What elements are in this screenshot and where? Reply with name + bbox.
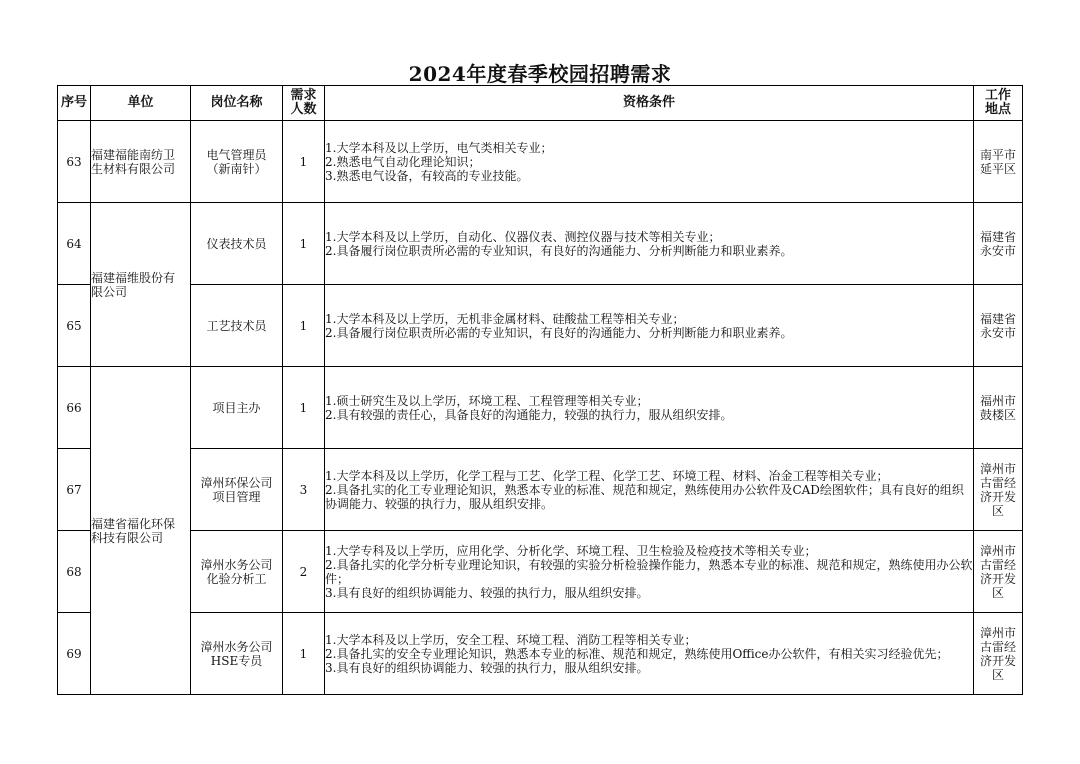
row-no: 69 [58, 613, 91, 695]
table-row [58, 203, 1023, 285]
recruitment-table [57, 85, 1023, 695]
unit-cell: 福建省福化环保 科技有限公司 [91, 367, 191, 695]
location-cell: 漳州市 古雷经 济开发 区 [974, 449, 1023, 531]
header-requirements: 资格条件 [325, 86, 974, 121]
requirements-cell: 1.大学本科及以上学历，无机非金属材料、硅酸盐工程等相关专业； 2.具备履行岗位职责所必需的专业知识，有良好的沟通能力、分析判断能力和职业素养。 [325, 285, 974, 367]
row-no: 64 [58, 203, 91, 285]
row-no: 67 [58, 449, 91, 531]
table-header-row [58, 86, 1023, 121]
table-row [58, 367, 1023, 449]
count-cell: 1 [283, 203, 325, 285]
location-cell: 福州市 鼓楼区 [974, 367, 1023, 449]
position-cell: 漳州环保公司 项目管理 [191, 449, 283, 531]
table-row [58, 613, 1023, 695]
requirements-cell: 1.大学本科及以上学历，化学工程与工艺、化学工程、化学工艺、环境工程、材料、冶金工程等相关专业； 2.具备扎实的化工专业理论知识，熟悉本专业的标准、规范和规定，熟练使用办公软件及CAD绘图软件；具有良好的组织协调能力、较强的执行力，服从组织安排。 [325, 449, 974, 531]
page-title: 2024年度春季校园招聘需求 [408, 62, 672, 86]
count-cell: 1 [283, 613, 325, 695]
location-cell: 福建省 永安市 [974, 285, 1023, 367]
location-cell: 南平市 延平区 [974, 121, 1023, 203]
count-cell: 3 [283, 449, 325, 531]
location-cell: 福建省 永安市 [974, 203, 1023, 285]
requirements-cell: 1.大学专科及以上学历，应用化学、分析化学、环境工程、卫生检验及检疫技术等相关专业； 2.具备扎实的化学分析专业理论知识，有较强的实验分析检验操作能力，熟悉本专业的标准、规范和规定，熟练使用办公软件； 3.具有良好的组织协调能力、较强的执行力，服从组织安排。 [325, 531, 974, 613]
position-cell: 工艺技术员 [191, 285, 283, 367]
unit-cell: 福建福能南纺卫 生材料有限公司 [91, 121, 191, 203]
row-no: 66 [58, 367, 91, 449]
header-unit: 单位 [91, 86, 191, 121]
count-cell: 1 [283, 121, 325, 203]
header-no: 序号 [58, 86, 91, 121]
requirements-cell: 1.硕士研究生及以上学历，环境工程、工程管理等相关专业； 2.具有较强的责任心，具备良好的沟通能力，较强的执行力，服从组织安排。 [325, 367, 974, 449]
position-cell: 项目主办 [191, 367, 283, 449]
table-row [58, 285, 1023, 367]
position-cell: 漳州水务公司 HSE专员 [191, 613, 283, 695]
requirements-cell: 1.大学本科及以上学历，安全工程、环境工程、消防工程等相关专业； 2.具备扎实的安全专业理论知识，熟悉本专业的标准、规范和规定，熟练使用Office办公软件，有相关实习经验优先； 3.具有良好的组织协调能力、较强的执行力，服从组织安排。 [325, 613, 974, 695]
requirements-cell: 1.大学本科及以上学历，自动化、仪器仪表、测控仪器与技术等相关专业； 2.具备履行岗位职责所必需的专业知识，有良好的沟通能力、分析判断能力和职业素养。 [325, 203, 974, 285]
row-no: 65 [58, 285, 91, 367]
header-count: 需求 人数 [283, 86, 325, 121]
requirements-cell: 1.大学本科及以上学历，电气类相关专业； 2.熟悉电气自动化理论知识； 3.熟悉电气设备，有较高的专业技能。 [325, 121, 974, 203]
position-cell: 电气管理员 （新南针） [191, 121, 283, 203]
count-cell: 2 [283, 531, 325, 613]
table-row [58, 531, 1023, 613]
location-cell: 漳州市 古雷经 济开发 区 [974, 613, 1023, 695]
header-location: 工作 地点 [974, 86, 1023, 121]
position-cell: 漳州水务公司 化验分析工 [191, 531, 283, 613]
count-cell: 1 [283, 285, 325, 367]
location-cell: 漳州市 古雷经 济开发 区 [974, 531, 1023, 613]
count-cell: 1 [283, 367, 325, 449]
position-cell: 仪表技术员 [191, 203, 283, 285]
unit-cell: 福建福维股份有 限公司 [91, 203, 191, 367]
table-row [58, 449, 1023, 531]
row-no: 63 [58, 121, 91, 203]
header-position: 岗位名称 [191, 86, 283, 121]
table-row [58, 121, 1023, 203]
row-no: 68 [58, 531, 91, 613]
